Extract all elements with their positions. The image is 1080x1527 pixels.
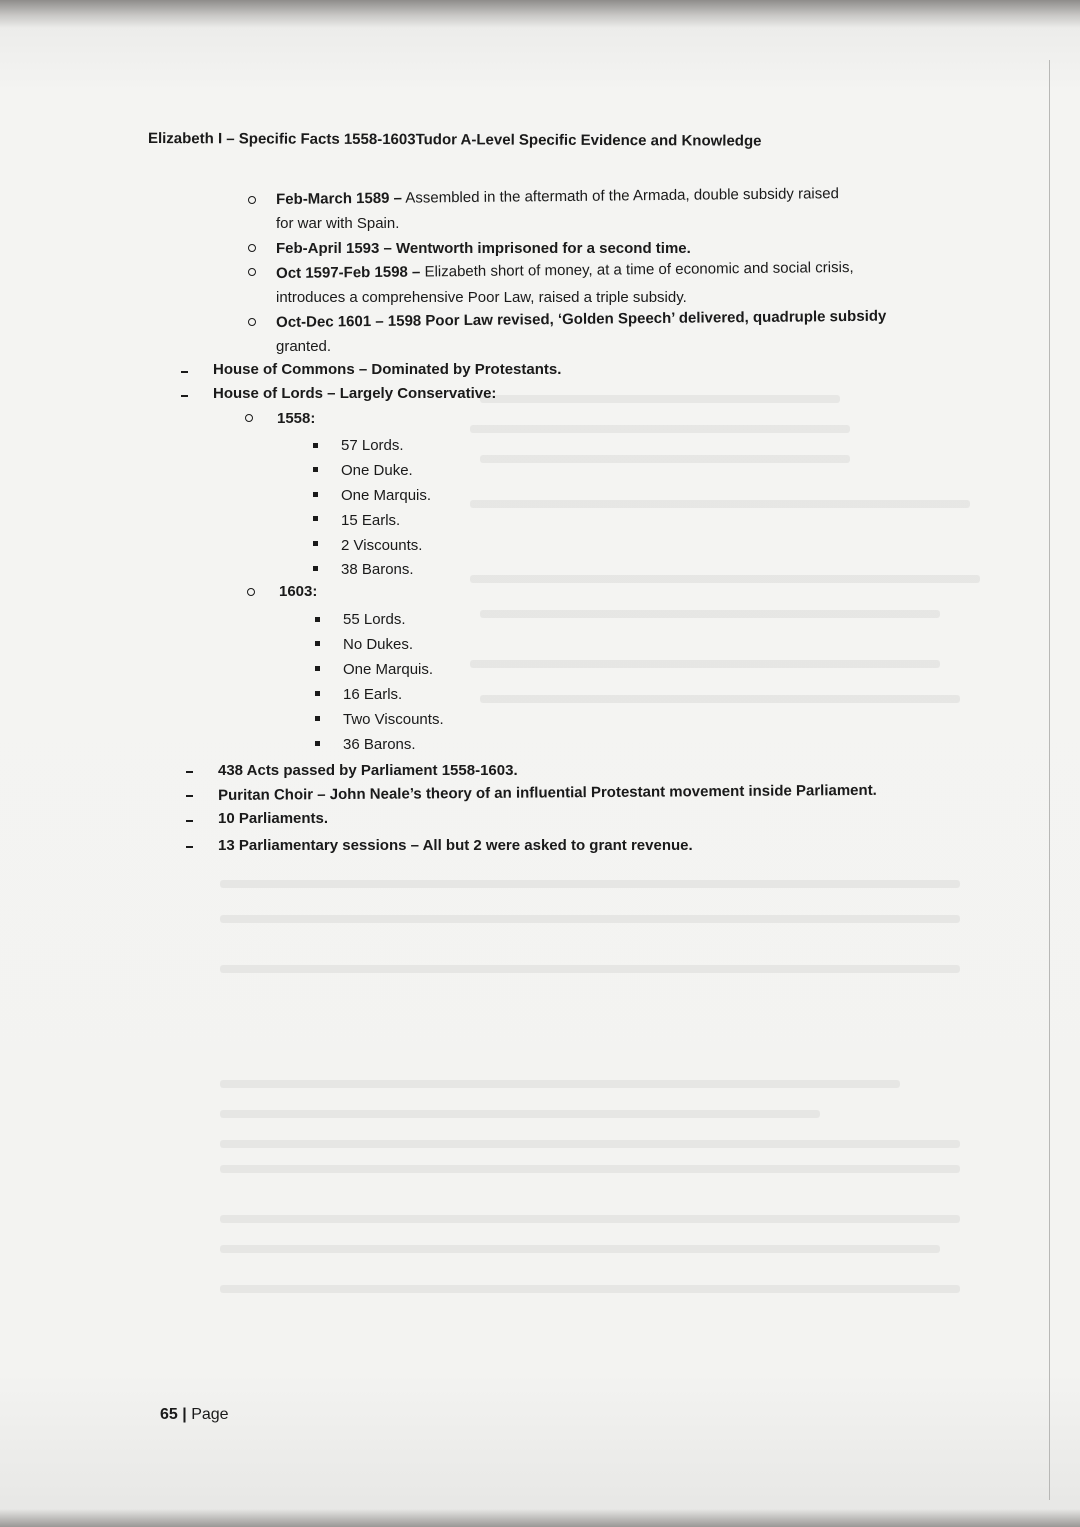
fact-item: 10 Parliaments. [218, 810, 329, 827]
bleed-through [470, 500, 970, 508]
bleed-through [480, 455, 850, 463]
bleed-through [470, 575, 980, 583]
fact-item: 438 Acts passed by Parliament 1558-1603. [218, 762, 518, 779]
lords-1603-item: Two Viscounts. [343, 711, 444, 728]
square-bullet-icon [313, 467, 318, 472]
lords-1603-item: 55 Lords. [343, 611, 406, 628]
circle-bullet-icon [247, 588, 255, 596]
scan-bottom-shadow [0, 1509, 1080, 1527]
page-footer: 65 | Page [160, 1406, 229, 1423]
session-item: Feb-March 1589 – Assembled in the aftermath of the Armada, double subsidy raised [276, 185, 839, 208]
square-bullet-icon [313, 566, 318, 571]
circle-bullet-icon [248, 196, 256, 204]
circle-bullet-icon [245, 414, 253, 422]
square-bullet-icon [313, 492, 318, 497]
session-item-continued: for war with Spain. [276, 215, 400, 232]
session-item-continued: introduces a comprehensive Poor Law, raised a triple subsidy. [276, 289, 687, 306]
square-bullet-icon [313, 541, 318, 546]
lords-year-1558: 1558: [277, 410, 316, 427]
lords-1603-item: 36 Barons. [343, 736, 416, 753]
square-bullet-icon [315, 691, 320, 696]
session-item: Feb-April 1593 – Wentworth imprisoned for a second time. [276, 240, 691, 257]
lords-year-1603: 1603: [279, 583, 318, 600]
lords-1603-item: One Marquis. [343, 661, 434, 678]
bleed-through [220, 1215, 960, 1223]
square-bullet-icon [315, 641, 320, 646]
square-bullet-icon [315, 666, 320, 671]
bleed-through [220, 1165, 960, 1173]
square-bullet-icon [315, 617, 320, 622]
dash-bullet-icon [186, 820, 193, 822]
lords-1558-item: One Duke. [341, 462, 413, 479]
lords-1603-item: No Dukes. [343, 636, 414, 653]
bleed-through [220, 915, 960, 923]
bleed-through [220, 1245, 940, 1253]
house-of-commons: House of Commons – Dominated by Protestants. [213, 361, 562, 378]
bleed-through [470, 660, 940, 668]
circle-bullet-icon [248, 318, 256, 326]
session-item: Oct 1597-Feb 1598 – Elizabeth short of money, at a time of economic and social crisis, [276, 258, 854, 282]
bleed-through [220, 1110, 820, 1118]
dash-bullet-icon [181, 371, 188, 373]
bleed-through [480, 695, 960, 703]
lords-1558-item: 38 Barons. [341, 561, 414, 578]
square-bullet-icon [313, 443, 318, 448]
session-item-continued: granted. [276, 338, 332, 355]
fact-item: 13 Parliamentary sessions – All but 2 were asked to grant revenue. [218, 837, 693, 854]
square-bullet-icon [315, 716, 320, 721]
dash-bullet-icon [181, 395, 188, 397]
square-bullet-icon [313, 516, 318, 521]
bleed-through [220, 965, 960, 973]
page-header: Elizabeth I – Specific Facts 1558-1603Tudor A-Level Specific Evidence and Knowledge [147, 130, 762, 150]
lords-1558-item: 15 Earls. [341, 512, 401, 529]
session-item: Oct-Dec 1601 – 1598 Poor Law revised, ‘Golden Speech’ delivered, quadruple subsidy [276, 307, 887, 331]
scan-page-edge [1049, 60, 1050, 1500]
house-of-lords: House of Lords – Largely Conservative: [213, 385, 497, 402]
fact-item: Puritan Choir – John Neale’s theory of an influential Protestant movement inside Parliament. [218, 781, 877, 804]
lords-1603-item: 16 Earls. [343, 686, 403, 703]
lords-1558-item: 57 Lords. [341, 437, 404, 454]
circle-bullet-icon [248, 268, 256, 276]
scan-top-shadow [0, 0, 1080, 28]
dash-bullet-icon [186, 795, 193, 797]
bleed-through [470, 425, 850, 433]
bleed-through [220, 1080, 900, 1088]
bleed-through [480, 610, 940, 618]
bleed-through [480, 395, 840, 403]
square-bullet-icon [315, 741, 320, 746]
lords-1558-item: 2 Viscounts. [341, 537, 423, 554]
dash-bullet-icon [186, 846, 193, 848]
lords-1558-item: One Marquis. [341, 487, 432, 504]
bleed-through [220, 1285, 960, 1293]
circle-bullet-icon [248, 244, 256, 252]
bleed-through [220, 1140, 960, 1148]
dash-bullet-icon [186, 771, 193, 773]
bleed-through [220, 880, 960, 888]
